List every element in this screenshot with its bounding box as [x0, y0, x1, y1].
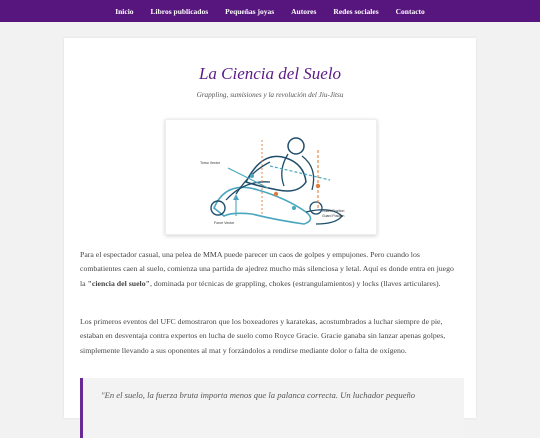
nav-item-contacto[interactable]: Contacto — [395, 6, 425, 16]
page-title: La Ciencia del Suelo — [198, 64, 342, 83]
page-subtitle: Grappling, sumisiones y la revolución del Jiu-Jitsu — [196, 91, 344, 99]
paragraph-intro-bold: "ciencia del suelo" — [87, 278, 150, 288]
grappling-diagram — [166, 120, 376, 234]
grappling-illustration — [165, 119, 377, 235]
paragraph-intro — [80, 248, 461, 291]
nav-item-pequenas-joyas[interactable]: Pequeñas joyas — [225, 6, 275, 16]
article-card — [64, 38, 476, 418]
guard-position-label-2: Guard Position — [322, 214, 345, 218]
blockquote — [80, 378, 464, 438]
paragraph-intro-text-b: , dominada por técnicas de grappling, chokes (estrangulamientos) y locks (llaves articulares). — [149, 278, 441, 288]
blockquote-text: "En el suelo, la fuerza bruta importa menos que la palanca correcta. Un luchador pequeño — [101, 390, 416, 400]
nav-item-libros-publicados[interactable]: Libros publicados — [150, 6, 209, 16]
paragraph-ufc: Los primeros eventos del UFC demostraron que los boxeadores y karatekas, acostumbrados a luchar siempre de pie, estaban en desventaja contra expertos en lucha de suelo como Royce Gracie. Gracie ganaba sin lanzar apenas golpes, simplemente llevando a sus oponentes al mat y forzándolos a rendirse mediante dolor o falta de oxígeno. — [80, 317, 446, 355]
guard-position-label-1: Guard Position — [322, 209, 345, 213]
nav-item-redes-sociales[interactable]: Redes sociales — [333, 6, 379, 16]
top-navigation — [0, 0, 540, 22]
nav-item-inicio[interactable]: Inicio — [115, 6, 134, 16]
paragraph-intro-text-a: Para el espectador casual, una pelea de MMA puede parecer un caos de golpes y empujones. Pero cuando los combatientes caen al suelo, comienza una partida de ajedrez mucho más silenciosa y letal. Aquí es donde entra en juego la — [80, 250, 454, 288]
force-vector-label: Force Vector — [214, 221, 235, 225]
torso-vector-label: Torso Vector — [200, 161, 220, 165]
nav-item-autores[interactable]: Autores — [291, 6, 317, 16]
